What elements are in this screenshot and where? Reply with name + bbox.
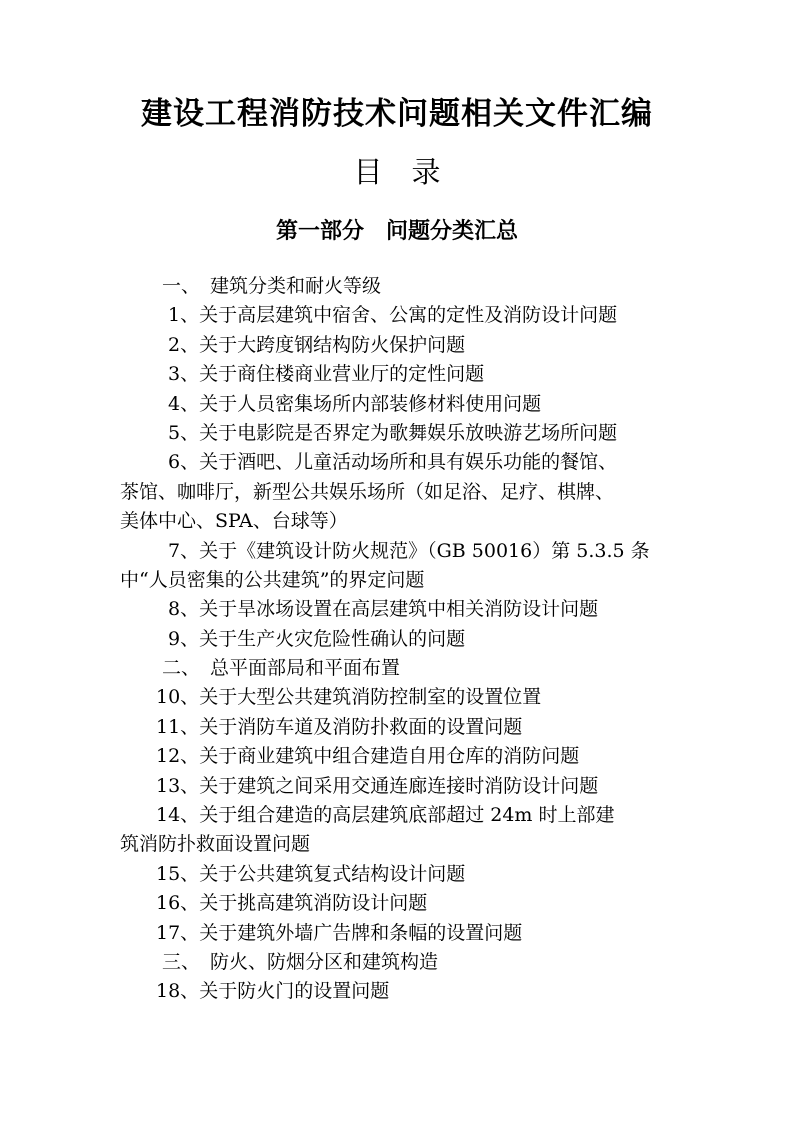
toc-item: 14、关于组合建造的高层建筑底部超过 24m 时上部建 [156,804,615,827]
section-heading: 二、 总平面部局和平面布置 [162,657,401,680]
toc-item: 18、关于防火门的设置问题 [156,980,390,1003]
document-title: 建设工程消防技术问题相关文件汇编 [141,96,653,132]
toc-item-continuation: 筑消防扑救面设置问题 [120,833,311,856]
toc-item-continuation: 美体中心、SPA、台球等） [120,510,348,533]
toc-item: 3、关于商住楼商业营业厅的定性问题 [168,363,485,386]
toc-item: 4、关于人员密集场所内部装修材料使用问题 [168,392,542,415]
toc-item: 8、关于旱冰场设置在高层建筑中相关消防设计问题 [168,598,599,621]
toc-item: 7、关于《建筑设计防火规范》（GB 50016）第 5.3.5 条 [168,539,650,562]
toc-heading: 目 录 [353,155,441,189]
toc-item: 13、关于建筑之间采用交通连廊连接时消防设计问题 [156,774,599,797]
toc-item: 6、关于酒吧、儿童活动场所和具有娱乐功能的餐馆、 [168,451,618,474]
toc-item-continuation: 茶馆、咖啡厅，新型公共娱乐场所（如足浴、足疗、棋牌、 [120,480,615,503]
toc-item: 12、关于商业建筑中组合建造自用仓库的消防问题 [156,745,580,768]
toc-item: 11、关于消防车道及消防扑救面的设置问题 [156,715,523,738]
toc-item: 9、关于生产火灾危险性确认的问题 [168,627,466,650]
toc-item: 5、关于电影院是否界定为歌舞娱乐放映游艺场所问题 [168,421,618,444]
toc-item-continuation: 中“人员密集的公共建筑”的界定问题 [120,568,425,591]
section-heading: 三、 防火、防烟分区和建筑构造 [162,950,439,973]
section-heading: 一、 建筑分类和耐火等级 [162,275,382,297]
toc-item: 16、关于挑高建筑消防设计问题 [156,892,428,915]
toc-item: 10、关于大型公共建筑消防控制室的设置位置 [156,686,542,709]
toc-item: 1、关于高层建筑中宿舍、公寓的定性及消防设计问题 [168,304,618,327]
part-heading: 第一部分 问题分类汇总 [275,219,518,244]
table-of-contents [120,272,680,1007]
toc-item: 17、关于建筑外墙广告牌和条幅的设置问题 [156,921,523,944]
toc-item: 15、关于公共建筑复式结构设计问题 [156,862,466,885]
toc-item: 2、关于大跨度钢结构防火保护问题 [168,333,466,356]
